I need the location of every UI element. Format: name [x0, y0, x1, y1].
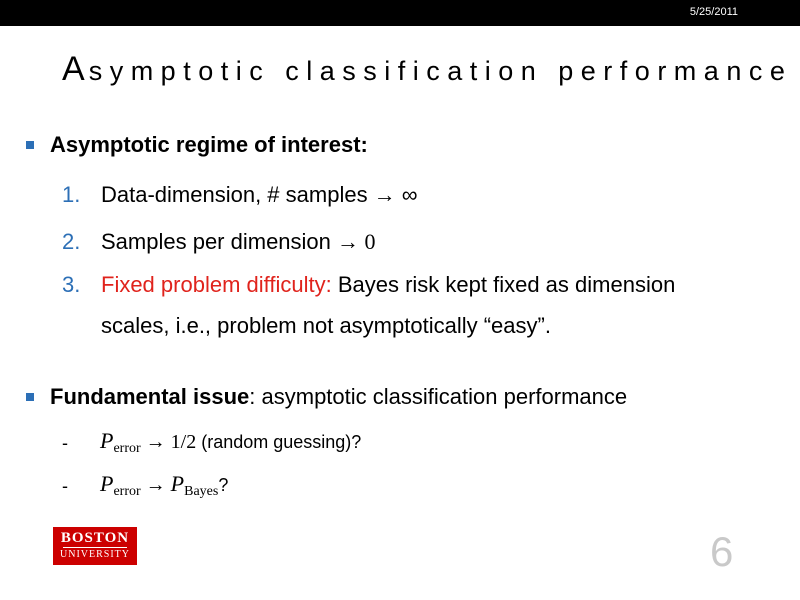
bullet-label: Fundamental issue: [50, 384, 250, 409]
sub-item-text: ?: [218, 475, 229, 495]
sub-item-random-guessing: [100, 428, 361, 457]
sub-item-text: (random guessing)?: [196, 432, 362, 452]
bullet-text: : asymptotic classification performance: [249, 384, 628, 409]
item-text-continuation: scales, i.e., problem not asymptotically “easy”.: [101, 313, 551, 338]
math-subscript: error: [113, 484, 141, 499]
math-symbol: P: [100, 428, 114, 453]
item-math: → 0: [337, 229, 376, 254]
logo-line-1: BOSTON: [60, 530, 130, 546]
item-text-3: [101, 272, 675, 298]
item-text: Data-dimension, # samples → ∞: [101, 182, 418, 207]
math-symbol: P: [100, 471, 114, 496]
top-bar: [0, 0, 800, 26]
math-subscript: error: [113, 441, 141, 456]
math-symbol: P: [170, 471, 185, 496]
item-text-2: [101, 229, 376, 255]
slide-date: 5/25/2011: [689, 6, 738, 18]
item-highlight: Fixed problem difficulty:: [101, 272, 332, 297]
sub-item-dash: -: [62, 433, 68, 453]
item-number: 1.: [62, 182, 81, 207]
item-text: Samples per dimension: [101, 229, 331, 254]
bullet-label: Asymptotic regime of interest:: [50, 132, 368, 157]
item-text: Bayes risk kept fixed as dimension: [331, 272, 676, 297]
sub-item-bayes: [100, 471, 228, 500]
math-arrow: → 1/2: [140, 431, 197, 453]
slide-title-initial: A: [62, 50, 89, 88]
bullet-square-icon: [26, 141, 34, 149]
page-number: 6: [710, 528, 734, 575]
logo-rule: [63, 547, 127, 548]
item-number: 3.: [62, 272, 81, 297]
math-arrow: →: [140, 474, 171, 496]
bullet-square-icon: [26, 393, 34, 401]
boston-university-logo: [53, 527, 137, 565]
slide-title: [62, 50, 793, 89]
logo-line-2: UNIVERSITY: [60, 549, 130, 560]
slide-title-rest: symptotic classification performance: [88, 56, 793, 86]
item-number: 2.: [62, 229, 81, 254]
math-subscript: Bayes: [184, 484, 219, 499]
sub-item-dash: -: [62, 476, 68, 496]
